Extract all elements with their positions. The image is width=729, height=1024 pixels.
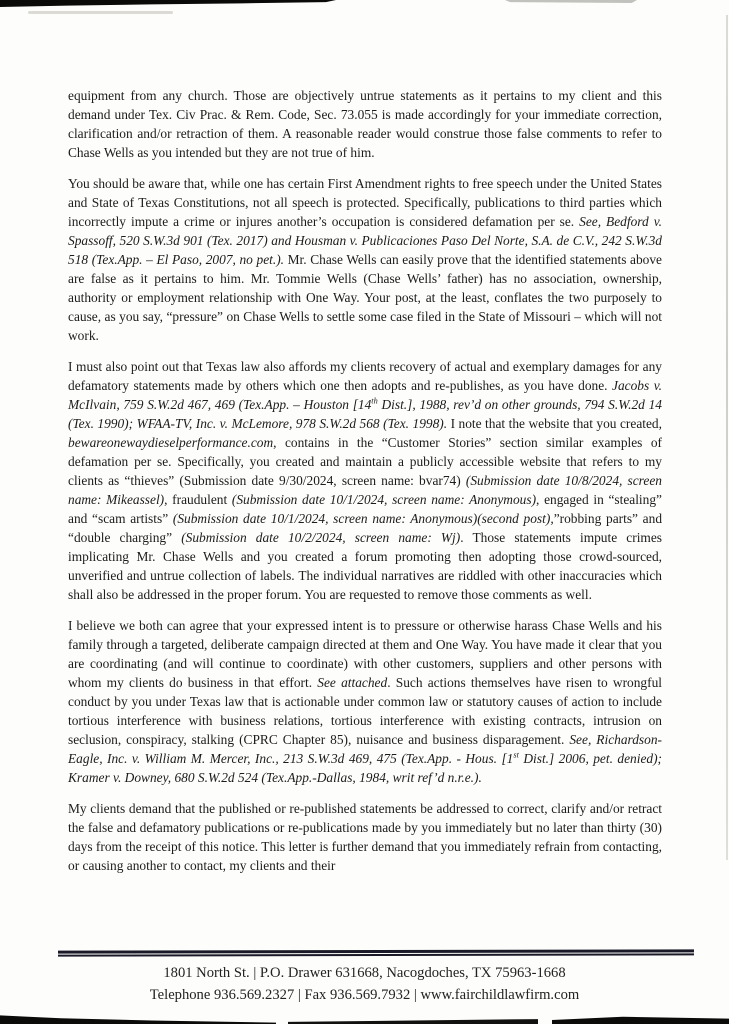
letter-paragraph-4: I believe we both can agree that your expressed intent is to pressure or otherwise harass Chase Wells and his family through a targeted, deliberate campaign directed at them and One Way. You have made it clear that you are coordinating (and will continue to coordinate) with other customers, suppliers and other persons with whom my clients do business in that effort. See attached. Such actions themselves have risen to wrongful conduct by you under Texas law that is actionable under common law or statutory causes of action to include tortious interference with business relations, tortious interference with existing contracts, intrusion on seclusion, conspiracy, stalking (CPRC Chapter 85), nuisance and business disparagement. See, Richardson-Eagle, Inc. v. William M. Mercer, Inc., 213 S.W.3d 469, 475 (Tex.App. - Hous. [1st Dist.] 2006, pet. denied); Kramer v. Downey, 680 S.W.2d 524 (Tex.App.-Dallas, 1984, writ ref’d n.r.e.).	[68, 618, 663, 785]
letter-paragraph-3: I must also point out that Texas law also affords my clients recovery of actual and exemplary damages for any defamatory statements made by others which one then adopts and re-publishes, as you have done. Jacobs v. McIlvain, 759 S.W.2d 467, 469 (Tex.App. – Houston [14th Dist.], 1988, rev’d on other grounds, 794 S.W.2d 14 (Tex. 1990); WFAA-TV, Inc. v. McLemore, 978 S.W.2d 568 (Tex. 1998). I note that the website that you created, bewareonewaydieselperformance.com, contains in the “Customer Stories” section similar examples of defamation per se. Specifically, you created and maintain a publicly accessible website that refers to my clients as “thieves” (Submission date 9/30/2024, screen name: bvar74) (Submission date 10/8/2024, screen name: Mikeassel), fraudulent (Submission date 10/1/2024, screen name: Anonymous), engaged in “stealing” and “scam artists” (Submission date 10/1/2024, screen name: Anonymous)(second post),”robbing parts” and “double charging” (Submission date 10/2/2024, screen name: Wj). Those statements impute crimes implicating Mr. Chase Wells and you created a forum promoting then adopting those crowd-sourced, unverified and untrue collection of labels. The individual narratives are riddled with other inaccuracies which shall also be addressed in the proper forum. You are requested to remove those comments as well.	[68, 359, 663, 602]
letterhead-footer	[0, 963, 729, 1006]
letter-paragraph-5: My clients demand that the published or re-published statements be addressed to correct, clarify and/or retract the false and defamatory publications or re-publications made by you immediately but no later than thirty (30) days from the receipt of this notice. This letter is further demand that you immediately refrain from contacting, or causing another to contact, my clients and their	[68, 801, 662, 873]
scan-artifact-bottom-right	[552, 1015, 729, 1024]
scan-edge-line	[726, 15, 728, 860]
footer-double-rule	[58, 949, 694, 960]
scan-artifact-top-right	[505, 0, 637, 3]
letter-paragraph-1: equipment from any church. Those are objectively untrue statements as it pertains to my client and this demand under Tex. Civ Prac. & Rem. Code, Sec. 73.055 is made accordingly for your immediate correction, clarification and/or retraction of them. A reasonable reader would construe those false comments to refer to Chase Wells as you intended but they are not true of him.	[68, 88, 662, 160]
scan-artifact-bottom-middle	[288, 1017, 538, 1024]
footer-contact-line: Telephone 936.569.2327 | Fax 936.569.7932 | www.fairchildlawfirm.com	[149, 986, 580, 1003]
letter-body	[68, 86, 662, 887]
footer-address-line: 1801 North St. | P.O. Drawer 631668, Nacogdoches, TX 75963-1668	[163, 965, 566, 981]
scan-smudge	[28, 11, 173, 14]
scan-artifact-bottom-left	[0, 1013, 276, 1024]
letter-paragraph-2: You should be aware that, while one has certain First Amendment rights to free speech under the United States and State of Texas Constitutions, not all speech is protected. Specifically, publications to third parties which incorrectly impute a crime or injures another’s occupation is considered defamation per se. See, Bedford v. Spassoff, 520 S.W.3d 901 (Tex. 2017) and Housman v. Publicaciones Paso Del Norte, S.A. de C.V., 242 S.W.3d 518 (Tex.App. – El Paso, 2007, no pet.). Mr. Chase Wells can easily prove that the identified statements above are false as it pertains to him. Mr. Tommie Wells (Chase Wells’ father) has no association, ownership, authority or employment relationship with One Way. Your post, at the least, conflates the two purposely to cause, as you say, “pressure” on Chase Wells to settle some case filed in the State of Missouri – which will not work.	[68, 176, 662, 343]
scan-artifact-top-left	[0, 0, 336, 7]
